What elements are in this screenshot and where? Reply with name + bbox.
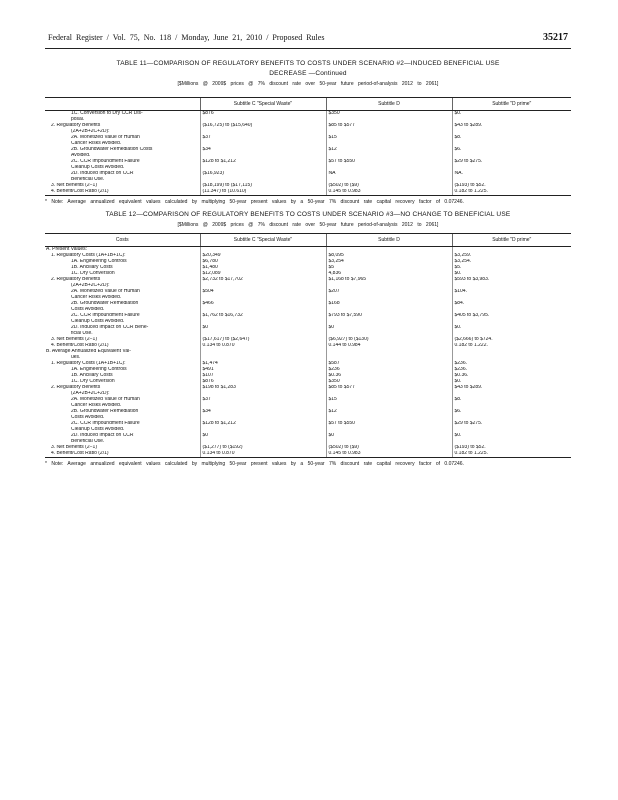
table-row	[45, 189, 571, 196]
row-value: ($1,277) to ($192)	[200, 445, 326, 451]
row-value: ($17,617) to ($2,647)	[200, 337, 326, 343]
row-value: $0	[200, 325, 326, 331]
row-value: $350	[326, 379, 452, 385]
row-value: 0.134 to 0.870	[200, 343, 326, 349]
row-label: 4. Benefit/Cost Ratio (2/1)	[51, 343, 109, 348]
table12-header-costs: Costs	[45, 234, 200, 247]
page-number: 35217	[543, 32, 568, 43]
row-label: Beneficial Use.	[71, 177, 105, 182]
header-citation: Federal Register / Vol. 75, No. 118 / Monday, June 21, 2010 / Proposed Rules	[48, 33, 325, 42]
row-value: $8.	[452, 135, 571, 141]
row-label: Avoided.	[71, 153, 91, 158]
row-value: $20,349	[200, 253, 326, 259]
row-label: Cancer Risks Avoided.	[71, 141, 122, 146]
table12-header-subtitle-c: Subtitle C "Special Waste"	[200, 234, 326, 247]
row-value: $2,732 to $17,702	[200, 277, 326, 283]
row-label: Cancer Risks Avoided.	[71, 403, 122, 408]
row-label: 2B. Groundwater Remediation	[71, 409, 139, 414]
page-header	[48, 33, 568, 45]
row-value: $491	[200, 367, 326, 373]
row-value: $0.	[452, 325, 571, 331]
row-value: $6.	[452, 409, 571, 415]
row-value: $104.	[452, 289, 571, 295]
table12	[45, 233, 571, 458]
row-value: $466	[200, 301, 326, 307]
row-label: 2C. CCR Impoundment Failure	[71, 421, 140, 426]
row-value: $57 to $550	[326, 421, 452, 427]
row-value: $876	[200, 379, 326, 385]
row-value: 0.134 to 0.870	[200, 451, 326, 458]
row-value: $85 to $577	[326, 123, 452, 129]
row-value: $29 to $275.	[452, 421, 571, 427]
row-value: $107	[200, 373, 326, 379]
row-value: NA.	[452, 171, 571, 177]
table12-body	[45, 247, 571, 458]
row-label: 2. Regulatory Benefits	[51, 385, 101, 390]
table12-header-subtitle-d-prime: Subtitle "D prime"	[452, 234, 571, 247]
row-label: 3. Net Benefits (2−1)	[51, 445, 97, 450]
row-value: $43 to $289.	[452, 123, 571, 129]
row-value: 0.182 to 1.225.	[452, 189, 571, 196]
row-value: $29 to $275.	[452, 159, 571, 165]
row-value: 0.144 to 0.984	[326, 343, 452, 349]
row-value: $34	[200, 147, 326, 153]
row-label: 2C. CCR Impoundment Failure	[71, 159, 140, 164]
row-value: $5.	[452, 265, 571, 271]
row-label: 2A. Monetized Value of Human	[71, 289, 140, 294]
row-value: 0.145 to 0.983	[326, 189, 452, 196]
row-label: 1. Regulatory Costs (1A+1B+1C):	[51, 361, 126, 366]
row-value: $236	[326, 367, 452, 373]
row-value: $0.	[452, 379, 571, 385]
row-label: Cleanup Costs Avoided.	[71, 427, 125, 432]
row-value: ($2,666) to $724.	[452, 337, 571, 343]
table11-subtitle: [$Millions @ 2009$ prices @ 7% discount rate over 50-year future period-of-analysis 2012 to 2061]	[177, 81, 439, 87]
table11-title: TABLE 11—COMPARISON OF REGULATORY BENEFITS TO COSTS UNDER SCENARIO #2—INDUCED BENEFICIAL USE	[116, 60, 500, 67]
row-value: $0	[200, 433, 326, 439]
row-value: $0.	[452, 433, 571, 439]
row-value: $593 to $3,983.	[452, 277, 571, 283]
table-row	[45, 451, 571, 458]
row-value: $1,480	[200, 265, 326, 271]
row-label: 1C. Conversion to Dry CCR Dis-	[71, 110, 143, 116]
row-value: $15	[326, 397, 452, 403]
row-label: 2C. CCR Impoundment Failure	[71, 313, 140, 318]
row-label: 1. Regulatory Costs (1A+1B+1C):	[51, 253, 126, 258]
row-value: $57 to $550	[326, 159, 452, 165]
row-value: ($502) to ($9)	[326, 183, 452, 189]
row-value: $34	[200, 409, 326, 415]
row-label: 1A. Engineering Controls	[71, 259, 127, 264]
row-value: ($16,923)	[200, 171, 326, 177]
row-value: $37	[200, 135, 326, 141]
table11-title-continued: DECREASE —Continued	[269, 70, 347, 77]
row-label: 4. Benefit/Cost Ratio (2/1)	[45, 451, 200, 458]
row-value: $1,168 to $7,965	[326, 277, 452, 283]
row-value: $12	[326, 409, 452, 415]
row-value: $1,762 to $16,732	[200, 313, 326, 319]
header-rule	[45, 48, 571, 49]
row-label: 2B. Groundwater Remediation	[71, 301, 139, 306]
row-value: $12,089	[200, 271, 326, 277]
row-label: Costs Avoided.	[71, 415, 105, 420]
row-value: $350	[326, 111, 452, 118]
row-label: 4. Benefit/Cost Ratio (2/1)	[45, 189, 200, 196]
row-value: $3,254.	[452, 259, 571, 265]
row-label: 1B. Ancillary Costs	[71, 373, 113, 378]
row-value: $587	[326, 361, 452, 367]
table12-note: * Note: Average annualized equivalent values calculated by multiplying 50-year present values by a 50-year 7% discount rate capital recovery factor of 0.07246.	[45, 461, 464, 467]
table11-header-subtitle-d: Subtitle D	[326, 98, 452, 111]
row-value: 0.182 to 1.225.	[452, 451, 571, 458]
row-label: (2A+2B+2C+2D):	[71, 391, 110, 396]
row-value: $207	[326, 289, 452, 295]
row-label: (2A+2B+2C+2D):	[71, 283, 110, 288]
row-label: Cancer Risks Avoided.	[71, 295, 122, 300]
table11-body	[45, 111, 571, 196]
row-value: $6,780	[200, 259, 326, 265]
row-label: 2. Regulatory Benefits	[51, 277, 101, 282]
row-value: $793 to $7,590	[326, 313, 452, 319]
row-value: ($193) to $52.	[452, 445, 571, 451]
row-label: B. Average Annualized Equivalent Val-	[46, 349, 131, 354]
row-label: ficial Use.	[71, 331, 93, 336]
row-value: 4,836	[326, 271, 452, 277]
table12-subtitle: [$Millions @ 2009$ prices @ 7% discount rate over 50-year future period-of-analysis 2012 to 2061]	[177, 222, 439, 228]
row-value: ($193) to $52.	[452, 183, 571, 189]
row-value: $236.	[452, 361, 571, 367]
row-value: $0.36.	[452, 373, 571, 379]
row-value: $84.	[452, 301, 571, 307]
row-value: $8.	[452, 397, 571, 403]
row-label: 2A. Monetized Value of Human	[71, 397, 140, 402]
table12-title: TABLE 12—COMPARISON OF REGULATORY BENEFITS TO COSTS UNDER SCENARIO #3—NO CHANGE TO BENEFICIAL USE	[105, 211, 511, 218]
table11-note: * Note: Average annualized equivalent values calculated by multiplying 50-year present values by a 50-year 7% discount rate capital recovery factor of 0.07246.	[45, 199, 464, 205]
row-label: 2D. Induced Impact on CCR	[71, 171, 134, 176]
row-value: $0	[326, 433, 452, 439]
row-value: $3,254	[326, 259, 452, 265]
row-value: $168	[326, 301, 452, 307]
table11-header-subtitle-d-prime: Subtitle "D prime"	[452, 98, 571, 111]
row-label: 1C. Dry Conversion	[71, 271, 115, 276]
row-value: 0.182 to 1.222.	[452, 343, 571, 349]
row-label: 2D. Induced Impact on CCR Bene-	[71, 325, 149, 330]
row-label: Beneficial Use.	[71, 439, 105, 444]
row-value: $236.	[452, 367, 571, 373]
row-value: $3,259.	[452, 253, 571, 259]
row-value: $128 to $1,212	[200, 159, 326, 165]
row-value: ($16,725) to ($15,640)	[200, 123, 326, 129]
row-value: $0	[326, 325, 452, 331]
row-label: A. Present Values:	[46, 246, 88, 252]
row-label: 2D. Induced Impact on CCR	[71, 433, 134, 438]
row-value: $128 to $1,212	[200, 421, 326, 427]
row-label: Cleanup Costs Avoided.	[71, 319, 125, 324]
row-label: ues.	[71, 355, 81, 360]
row-value: ($502) to ($9)	[326, 445, 452, 451]
row-value: ($18,199) to ($17,115)	[200, 183, 326, 189]
row-label: 3. Net Benefits (2−1)	[51, 337, 97, 342]
row-value: $15	[326, 135, 452, 141]
row-value: $405 to $3,795.	[452, 313, 571, 319]
table11-header-subtitle-c: Subtitle C "Special Waste"	[200, 98, 326, 111]
row-label: posal.	[71, 117, 85, 122]
row-value: $876	[200, 111, 326, 118]
table12-header-subtitle-d: Subtitle D	[326, 234, 452, 247]
row-label: Cleanup Costs Avoided.	[71, 165, 125, 170]
row-label: 1C. Dry Conversion	[71, 379, 115, 384]
row-value: $0.36	[326, 373, 452, 379]
table11-header-label	[45, 98, 200, 111]
row-value: $85 to $577	[326, 385, 452, 391]
row-label: 2B. Groundwater Remediation Costs	[71, 147, 153, 152]
row-label: 2A. Monetized Value of Human	[71, 135, 140, 140]
row-value: $37	[200, 397, 326, 403]
row-value: ($6,927) to ($130)	[326, 337, 452, 343]
row-value: (11.347) to (10.610)	[200, 189, 326, 196]
row-label: Costs Avoided.	[71, 307, 105, 312]
row-value: $1,474	[200, 361, 326, 367]
row-label: 1A. Engineering Controls	[71, 367, 127, 372]
table11	[45, 97, 571, 196]
row-value: $8,095	[326, 253, 452, 259]
row-value: $5	[326, 265, 452, 271]
row-value: $0.	[452, 271, 571, 277]
row-value: $198 to $1,283	[200, 385, 326, 391]
row-label: 3. Net Benefits (2−1)	[51, 183, 97, 188]
row-value: 0.145 to 0.983	[326, 451, 452, 458]
row-value: $43 to $289.	[452, 385, 571, 391]
row-label: 1B. Ancillary Costs	[71, 265, 113, 270]
row-value: $6.	[452, 147, 571, 153]
row-label: 2. Regulatory Benefits	[51, 123, 101, 128]
row-value: $0.	[452, 111, 571, 118]
row-value: $504	[200, 289, 326, 295]
row-label: (2A+2B+2C+2D):	[71, 129, 110, 134]
row-value: $12	[326, 147, 452, 153]
row-value: NA	[326, 171, 452, 177]
